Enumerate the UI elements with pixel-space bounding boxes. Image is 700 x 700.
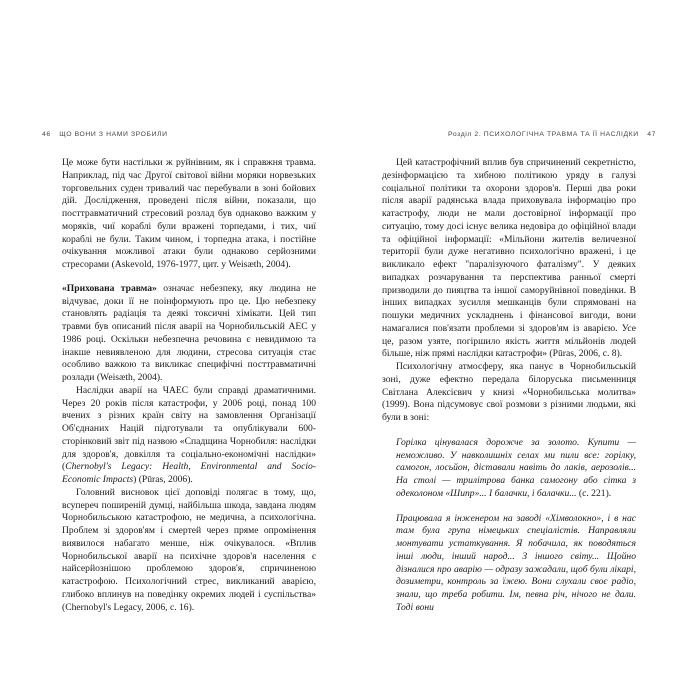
quote-text: Горілка цінувалася дорожче за золото. Купити — неможливо. У навколишніх селах ми пили все: горілку, самогон, лосьйон, діставали навіть до лаків, аерозолів... На столі — трилітрова банка самогону або сітка з одеколоном «Шипр»... І балачки, і балачки... — [396, 436, 636, 499]
right-page — [350, 0, 700, 700]
paragraph — [382, 157, 636, 361]
body-text — [382, 157, 636, 615]
paragraph-text: Цей катастрофічний вплив був спричинений секретністю, дезінформацією та хибною політикою уряду в галузі соціальної політики та охорони здоров'я. Перші два роки після аварії радянська влада приховувала інформацію про катастрофу, люди не мали достовірної інформації про ситуацію, тому досі існує велика недовіра до офіційної влади та офіційної інформації: «Мільйони жителів величезної території були дуже негативно психологічно вражені, і це викликало ефект "паралізуючого фаталізму". У деяких випадках розчарування та перспектива ранньої смерті призводили до пияцтва та іншої саморуйнівної поведінки. В інших випадках зусилля мешканців були спрямовані на пошуки медичних ускладнень і фінансової вигоди, вони намагалися пов'язати проблеми зі здоров'ям із аварією. Усе це, разом узяте, погіршило якість життя мільйонів людей більше, ніж прямі наслідки катастрофи» (Pūras, 2006, с. 8). — [382, 157, 636, 360]
paragraph-text: Наслідки аварії на ЧАЕС були справді драматичними. Через 20 років після катастрофи, у 2006 році, понад 100 вчених з різних країн світу на замовлення Організації Об'єднаних Націй підготували та опублікували 600-сторінковий звіт під назвою «Спадщина Чорнобиля: наслідки для здоров'я, довкілля та соціально-економічні наслідки» ( — [62, 384, 316, 473]
paragraph-text: Психологічну атмосферу, яка панує в Чорнобильській зоні, дуже ефектно передала білоруська письменниця Світлана Алексієвич у книзі «Чорнобильська молитва» (1999). Вона підсумовує свої розмови з різними людьми, які були в зоні: — [382, 361, 636, 423]
term-hidden-trauma: «Прихована травма» — [62, 282, 157, 294]
body-text — [62, 157, 316, 614]
paragraph — [62, 283, 316, 385]
page-number: 46 — [42, 131, 51, 138]
paragraph-text: означає небезпеку, яку людина не відчуває, доки її не поінформують про це. Цю небезпеку становлять радіація та деякі токсичні хімікати. Цей тип травми був описаний після аварії на Чорнобильській АЕС у 1986 році. Оскільки небезпечна речовина є невидимою та інакше невиявленою для людини, стресова ситуація стає особливо важкою та викликає специфічні посттравматичні розлади (Weisæth, 2004). — [62, 282, 316, 383]
paragraph — [62, 487, 316, 615]
paragraph — [382, 361, 636, 425]
quote-reference: (с. 221). — [576, 487, 612, 499]
running-header — [448, 131, 662, 143]
running-head-title: ЩО ВОНИ З НАМИ ЗРОБИЛИ — [59, 131, 168, 138]
block-quote — [382, 437, 636, 501]
paragraph-text-end: ) (Pūras, 2006). — [133, 474, 193, 485]
paragraph-text: Це може бути настільки ж руйнівним, як і справжня травма. Наприклад, під час Другої світової війни моряки норвезьких торговельних суден тривалий час перебували в зоні бойових дій. Дослідження, проведені після війни, показали, що посттравматичний стресовий розлад був однаково важким у моряків, чиї кораблі були вражені торпедами, і тих, чиї кораблі не були. Таким чином, і торпедна атака, і постійне очікування можливої атаки були однаково серйозними стресорами (Askevold, 1976-1977, цит. у Weisæth, 2004). — [62, 157, 316, 270]
running-head-title: Розділ 2. ПСИХОЛОГІЧНА ТРАВМА ТА ЇЇ НАСЛІДКИ — [448, 131, 639, 138]
paragraph-text: Головний висновок цієї доповіді полягає в тому, що, всупереч поширеній думці, найбільша шкода, завдана людям Чорнобильською катастрофою, не медична, а психологічна. Проблем зі здоров'ям і смертей через пряме опромінення виявилося набагато менше, ніж очікувалося. «Вплив Чорнобильської аварії на психічне здоров'я населення є найсерйознішою проблемою здоров'я, спричиненою катастрофою. Психологічний стрес, викликаний аварією, глибоко вплинув на поведінку окремих людей і суспільства» (Chernobyl's Legacy, 2006, с. 16). — [62, 486, 316, 613]
block-quote — [382, 513, 636, 615]
running-header — [36, 131, 168, 143]
page-number: 47 — [647, 131, 656, 138]
paragraph — [62, 157, 316, 272]
paragraph — [62, 385, 316, 487]
quote-text: Працювала я інженером на заводі «Хімволокно», і в нас там була група німецьких спеціалістів. Направляли монтувати устаткування. Я побачила, як поводяться інші люди, інший народ... З іншого світу... Щойно дізналися про аварію — одразу зажадали, щоб були лікарі, дозиметри, контроль за їжею. Вони слухали своє радіо, знали, що треба робити. Ім, певна річ, нічого не дали. Тоді вони — [396, 512, 636, 613]
report-title-english: Chernobyl's Legacy: Health, Environmental and Socio-Economic Impacts — [62, 461, 316, 485]
